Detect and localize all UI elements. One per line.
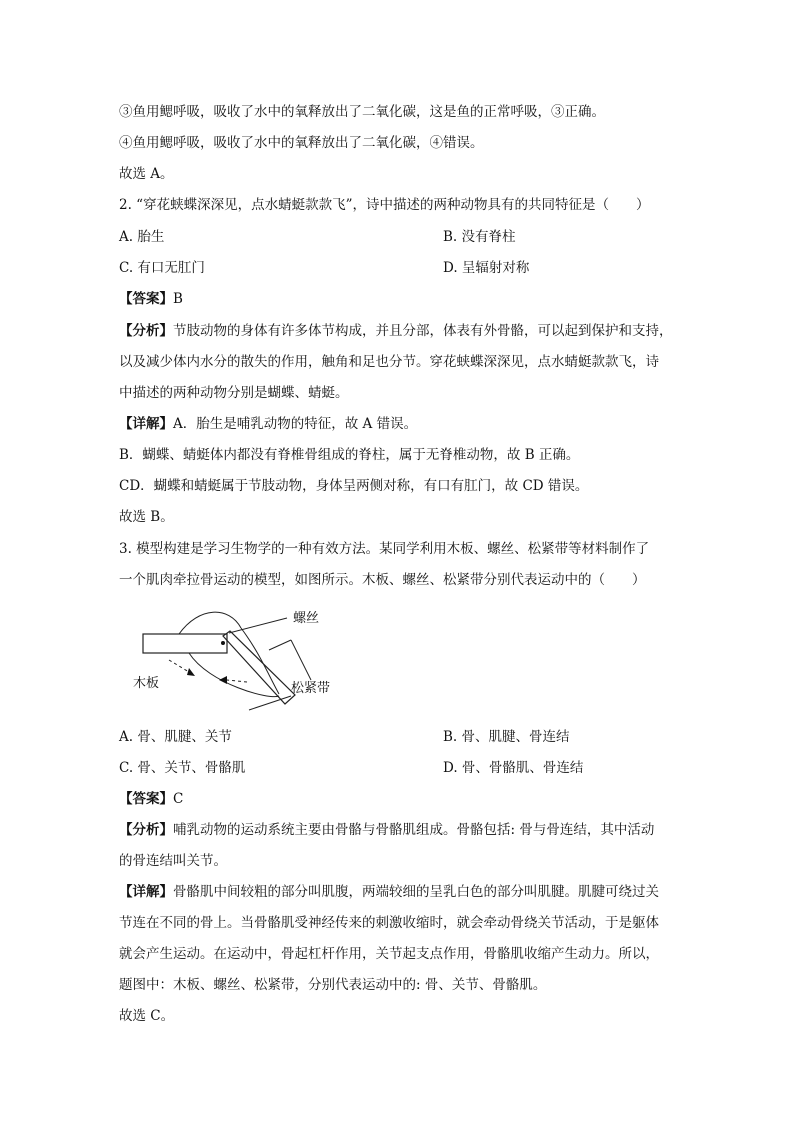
dashed-arrow-right xyxy=(227,680,247,682)
q3-option-d: D. 骨、骨骼肌、骨连结 xyxy=(443,760,584,776)
q3-analysis-tag: 【分析】 xyxy=(119,822,173,838)
q3-detail-tag: 【详解】 xyxy=(119,884,173,900)
q2-detail-tag: 【详解】 xyxy=(119,416,173,432)
label-band: 松紧带 xyxy=(291,681,331,696)
q3-option-b: B. 骨、肌腱、骨连结 xyxy=(443,729,570,745)
elastic-band-top xyxy=(179,612,241,634)
q3-analysis-line-1 xyxy=(119,820,654,840)
q3-detail-line-4: 题图中：木板、螺丝、松紧带，分别代表运动中的: 骨、关节、骨骼肌。 xyxy=(119,977,547,993)
arrow-head-right xyxy=(219,676,227,684)
q2-final-choice: 故选 B。 xyxy=(119,509,174,525)
q2-analysis-text-1: 节肢动物的身体有许多体节构成，并且分部，体表有外骨骼，可以起到保护和支持， xyxy=(173,323,673,339)
q3-option-c: C. 骨、关节、骨骼肌 xyxy=(119,760,246,776)
board-shape xyxy=(143,634,227,653)
q2-option-a: A. 胎生 xyxy=(119,229,165,245)
band-leader-line-1 xyxy=(269,640,291,650)
q3-final-choice: 故选 C。 xyxy=(119,1008,175,1024)
muscle-bone-model-diagram xyxy=(119,600,379,715)
q3-answer xyxy=(119,789,183,809)
q3-stem-line-2: 一个肌肉牵拉骨运动的模型，如图所示。木板、螺丝、松紧带分别代表运动中的（ ） xyxy=(119,572,646,588)
q3-answer-tag: 【答案】 xyxy=(119,791,173,807)
q2-analysis-tag: 【分析】 xyxy=(119,323,173,339)
q2-detail-line-2: B．蝴蝶、蜻蜓体内都没有脊椎骨组成的脊柱，属于无脊椎动物，故 B 正确。 xyxy=(119,447,580,463)
q2-answer-value: B xyxy=(173,291,183,307)
q2-analysis-line-2: 以及减少体内水分的散失的作用，触角和足也分节。穿花蛱蝶深深见，点水蜻蜓款款飞，诗 xyxy=(119,354,659,370)
q3-analysis-text-1: 哺乳动物的运动系统主要由骨骼与骨骼肌组成。骨骼包括: 骨与骨连结，其中活动 xyxy=(173,822,655,838)
q2-stem: 2. “穿花蛱蝶深深见，点水蜻蜓款款飞”，诗中描述的两种动物具有的共同特征是（ ） xyxy=(119,197,650,213)
q3-detail-line-3: 就会产生运动。在运动中，骨起杠杆作用，关节起支点作用，骨骼肌收缩产生动力。所以， xyxy=(119,946,659,962)
q2-option-d: D. 呈辐射对称 xyxy=(443,260,530,276)
q3-detail-line-2: 节连在不同的骨上。当骨骼肌受神经传来的刺激收缩时，就会牵动骨绕关节活动，于是躯体 xyxy=(119,915,659,931)
q2-detail-text-1: A．胎生是哺乳动物的特征，故 A 错误。 xyxy=(173,416,418,432)
q2-analysis-line-1 xyxy=(119,321,673,341)
dashed-arrow-left xyxy=(169,660,189,672)
prev-answer-choice: 故选 A。 xyxy=(119,166,174,182)
q2-option-b: B. 没有脊柱 xyxy=(443,229,516,245)
elastic-band-bottom xyxy=(189,653,279,697)
q3-detail-text-1: 骨骼肌中间较粗的部分叫肌腹，两端较细的呈乳白色的部分叫肌腱。肌腱可绕过关 xyxy=(173,884,659,900)
q2-answer-tag: 【答案】 xyxy=(119,291,173,307)
prev-explanation-line-1: ③鱼用鳃呼吸，吸收了水中的氧释放出了二氧化碳，这是鱼的正常呼吸，③正确。 xyxy=(119,104,605,120)
screw-leader-line xyxy=(229,618,287,633)
q2-detail-line-1 xyxy=(119,414,417,434)
q3-answer-value: C xyxy=(173,791,184,807)
label-board: 木板 xyxy=(133,676,160,691)
q2-option-c: C. 有口无肛门 xyxy=(119,260,205,276)
q3-stem-line-1: 3. 模型构建是学习生物学的一种有效方法。某同学利用木板、螺丝、松紧带等材料制作了 xyxy=(119,541,650,557)
prev-explanation-line-2: ④鱼用鳃呼吸，吸收了水中的氧释放出了二氧化碳，④错误。 xyxy=(119,135,484,151)
q2-answer xyxy=(119,289,183,309)
label-screw: 螺丝 xyxy=(293,611,320,626)
q3-analysis-line-2: 的骨连结叫关节。 xyxy=(119,853,227,869)
arrow-head-left xyxy=(187,668,195,676)
q2-analysis-line-3: 中描述的两种动物分别是蝴蝶、蜻蜓。 xyxy=(119,385,349,401)
q3-option-a: A. 骨、肌腱、关节 xyxy=(119,729,232,745)
angled-plank-shape xyxy=(223,631,295,704)
q2-detail-line-3: CD．蝴蝶和蜻蜓属于节肢动物，身体呈两侧对称，有口有肛门，故 CD 错误。 xyxy=(119,478,589,494)
q3-detail-line-1 xyxy=(119,882,659,902)
screw-dot xyxy=(221,641,225,645)
band-leader-line-2 xyxy=(291,640,311,680)
